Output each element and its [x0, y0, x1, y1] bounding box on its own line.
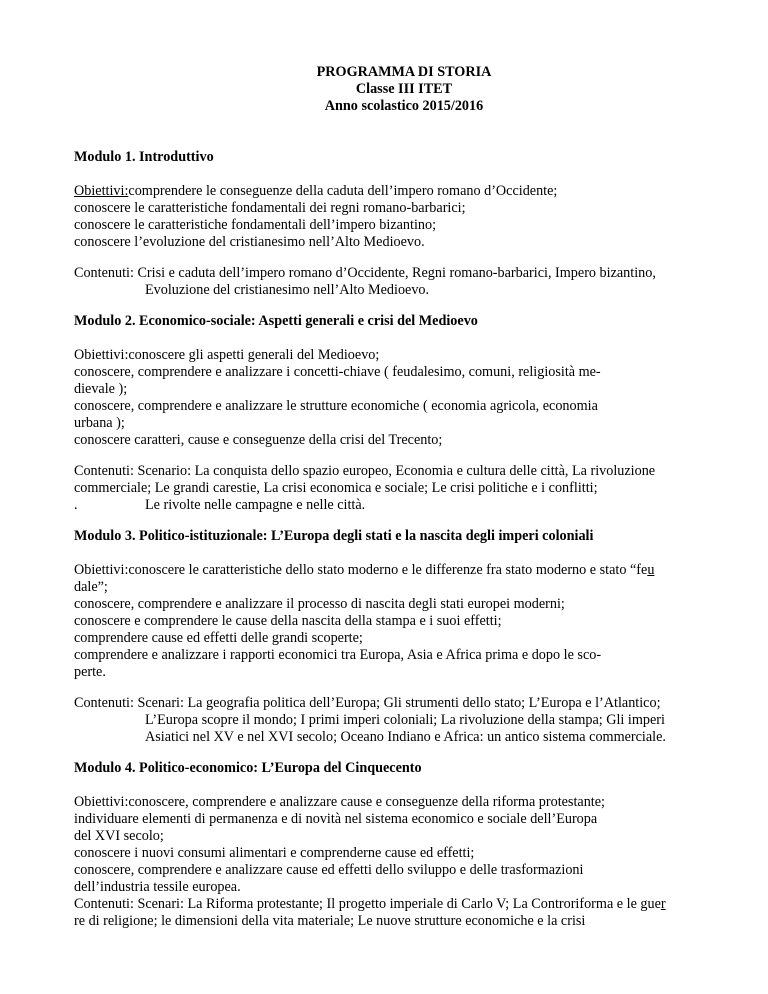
module-3: [74, 528, 734, 746]
document-class: Classe III ITET: [355, 81, 453, 97]
content-line: [74, 896, 734, 913]
module-1-title: Modulo 1. Introduttivo: [74, 149, 214, 165]
objective-line: dell’industria tessile europea.: [74, 879, 241, 895]
objective-line: comprendere e analizzare i rapporti economici tra Europa, Asia e Africa prima e dopo le sco-: [74, 647, 602, 663]
bullet-dot: .: [74, 497, 78, 513]
objective-line: Obiettivi:conoscere gli aspetti generali del Medioevo;: [74, 347, 380, 363]
objective-line: conoscere l’evoluzione del cristianesimo nell’Alto Medioevo.: [74, 234, 425, 250]
content-line: Asiatici nel XV e nel XVI secolo; Oceano Indiano e Africa: un antico sistema commerciale.: [145, 729, 666, 745]
content-line: [74, 497, 734, 514]
content-text: Contenuti: Scenari: La Riforma protestante; Il progetto imperiale di Carlo V; La Controriforma e le gue: [74, 896, 661, 912]
objective-line: conoscere, comprendere e analizzare cause ed effetti dello sviluppo e delle trasformazioni: [74, 862, 584, 878]
objective-text-underlined: u: [647, 562, 655, 578]
objective-line: [74, 562, 734, 579]
objective-line: conoscere i nuovi consumi alimentari e comprenderne cause ed effetti;: [74, 845, 475, 861]
content-line: Evoluzione del cristianesimo nell’Alto Medioevo.: [145, 282, 430, 298]
module-4-objectives: [74, 794, 734, 896]
module-1-contents: [74, 265, 734, 299]
module-2-title: Modulo 2. Economico-sociale: Aspetti generali e crisi del Medioevo: [74, 313, 478, 329]
objective-line: dievale );: [74, 381, 128, 397]
objective-line: conoscere caratteri, cause e conseguenze della crisi del Trecento;: [74, 432, 443, 448]
module-3-contents: [74, 695, 734, 746]
content-line: Contenuti: Scenari: La geografia politica dell’Europa; Gli strumenti dello stato; L’Europa e l’Atlantico;: [74, 695, 661, 711]
objective-line: urbana );: [74, 415, 125, 431]
content-line: Contenuti: Scenario: La conquista dello spazio europeo, Economia e cultura delle città, La rivoluzione: [74, 463, 656, 479]
module-1: [74, 149, 734, 299]
content-text-underlined: r: [660, 896, 666, 912]
module-4-title: Modulo 4. Politico-economico: L’Europa del Cinquecento: [74, 760, 422, 776]
objective-line: perte.: [74, 664, 106, 680]
objective-line: conoscere, comprendere e analizzare i concetti-chiave ( feudalesimo, comuni, religiosità me-: [74, 364, 601, 380]
module-3-title: Modulo 3. Politico-istituzionale: L’Europa degli stati e la nascita degli imperi coloniali: [74, 528, 594, 544]
document-year: Anno scolastico 2015/2016: [324, 98, 484, 114]
objective-line: dale”;: [74, 579, 108, 595]
module-3-objectives: [74, 562, 734, 681]
content-line: Contenuti: Crisi e caduta dell’impero romano d’Occidente, Regni romano-barbarici, Impero bizantino,: [74, 265, 656, 281]
objective-line: conoscere, comprendere e analizzare il processo di nascita degli stati europei moderni;: [74, 596, 565, 612]
objective-line: del XVI secolo;: [74, 828, 164, 844]
content-line: commerciale; Le grandi carestie, La crisi economica e sociale; Le crisi politiche e i conflitti;: [74, 480, 598, 496]
content-line: L’Europa scopre il mondo; I primi imperi coloniali; La rivoluzione della stampa; Gli imperi: [145, 712, 665, 728]
objective-line: conoscere e comprendere le cause della nascita della stampa e i suoi effetti;: [74, 613, 502, 629]
module-2: [74, 313, 734, 514]
objective-text: Obiettivi:conoscere le caratteristiche dello stato moderno e le differenze fra stato moderno e stato “fe: [74, 562, 648, 578]
content-line: re di religione; le dimensioni della vita materiale; Le nuove strutture economiche e la crisi: [74, 913, 586, 929]
objectives-label: Obiettivi:: [74, 183, 129, 199]
module-4: [74, 760, 734, 930]
document-page: [74, 64, 734, 930]
objective-line: conoscere, comprendere e analizzare le strutture economiche ( economia agricola, economia: [74, 398, 598, 414]
objective-line: conoscere le caratteristiche fondamentali dell’impero bizantino;: [74, 217, 437, 233]
objective-line: individuare elementi di permanenza e di novità nel sistema economico e sociale dell’Europa: [74, 811, 598, 827]
module-4-contents: [74, 896, 734, 930]
document-title: PROGRAMMA DI STORIA: [316, 64, 492, 80]
document-header: [74, 64, 734, 115]
module-2-contents: [74, 463, 734, 514]
module-2-objectives: [74, 347, 734, 449]
objective-line: comprendere cause ed effetti delle grandi scoperte;: [74, 630, 363, 646]
content-text: Le rivolte nelle campagne e nelle città.: [145, 497, 366, 513]
objective-line: Obiettivi:conoscere, comprendere e analizzare cause e conseguenze della riforma protestante;: [74, 794, 605, 810]
objective-line: comprendere le conseguenze della caduta dell’impero romano d’Occidente;: [128, 183, 558, 199]
module-1-objectives: [74, 183, 734, 251]
objective-line: conoscere le caratteristiche fondamentali dei regni romano-barbarici;: [74, 200, 466, 216]
